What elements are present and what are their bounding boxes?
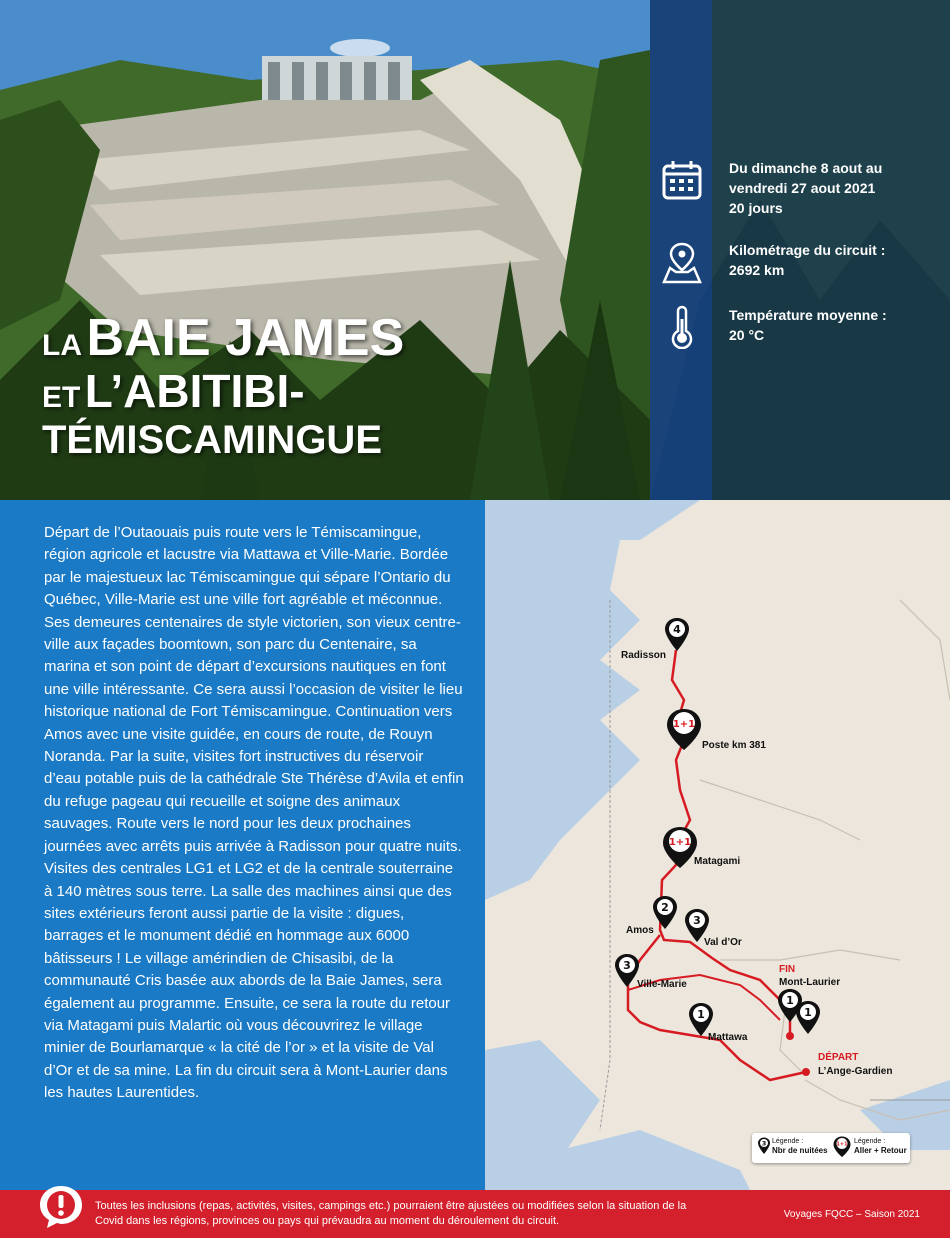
legend-title-2: Légende : (854, 1138, 886, 1145)
trip-info-panel (650, 0, 950, 500)
fin-label: FIN (779, 964, 796, 975)
radisson-marker-icon (664, 617, 690, 653)
legend-return-example: 1+1 (836, 1141, 848, 1148)
covid-notice: Toutes les inclusions (repas, activités, visites, campings etc.) pourraient être ajustées ou modifiées selon la situation de la Covid dans les régions, provinces ou pays qui prévaudra au moment du déroulement du circuit. (95, 1200, 687, 1227)
hero-photo (0, 0, 950, 500)
map-legend (752, 1133, 910, 1163)
title-line2-main: L’ABITIBI- (84, 365, 305, 417)
city-ville-marie: Ville-Marie (637, 979, 687, 990)
matagami-marker-icon (662, 826, 698, 870)
alert-bubble-icon (38, 1184, 84, 1230)
title-line1-prefix: LA (42, 329, 82, 362)
legend-nights-label: Nbr de nuitées (772, 1146, 828, 1155)
temperature-value: 20 °C (729, 327, 765, 343)
city-mont-laurier: Mont-Laurier (779, 977, 841, 988)
matagami-nights: 1+1 (668, 837, 692, 848)
dates-line1: Du dimanche 8 aout au (729, 160, 883, 176)
legend-return-label: Aller + Retour (854, 1146, 907, 1155)
title-line2-prefix: ET (42, 381, 81, 414)
city-val-dor: Val d’Or (704, 937, 742, 948)
dates-line2: vendredi 27 aout 2021 (729, 180, 876, 196)
title-line1-main: BAIE JAMES (86, 309, 405, 367)
page-title (42, 309, 405, 462)
ville-marie-nights: 3 (623, 959, 631, 972)
ange-gardien-marker-icon (795, 1000, 821, 1036)
legend-return (854, 1137, 907, 1156)
season-label: Voyages FQCC – Saison 2021 (783, 1209, 920, 1220)
map-pin-icon (660, 240, 704, 284)
ange-gardien-nights: 1 (804, 1006, 812, 1019)
city-poste-km-381: Poste km 381 (702, 740, 766, 751)
poste-nights: 1+1 (672, 719, 696, 730)
val-dor-nights: 3 (693, 914, 701, 927)
trip-description: Départ de l’Outaouais puis route vers le Témiscamingue, région agricole et lacustre via Mattawa et Ville-Marie. Bordée par le majestueux lac Témiscamingue qui sépare l’Ontario du Québec, Ville-Marie est une ville fort agréable et méconnue. Ses demeures centenaires de style victorien, son vieux centre-ville aux façades boomtown, son parc du Centenaire, sa marina et son point de départ d’excursions nautiques en font une ville intéressante. Ce sera aussi l’occasion de visiter le lieu historique national de Fort Témiscamingue. Continuation vers Amos avec une visite guidée, en cours de route, de Rouyn Noranda. Par la suite, visites fort instructives du réservoir d’eau potable puis de la cathédrale Ste Thérèse d’Avila et enfin du refuge pageau qui recueille et soigne des animaux sauvages. Route vers le nord pour les deux prochaines journées avec arrêts puis arrivée à Radisson pour quatre nuits. Visites des centrales LG1 et LG2 et de la centrale souterraine à 140 mètres sous terre. La salle des machines ainsi que des sites extérieurs feront aussi partie de la visite : digues, barrages et le monument dédié en hommage aux 6000 bâtisseurs ! Le village amérindien de Chisasibi, de la communauté Cris basée aux abords de la Baie James, sera également au programme. Ensuite, ce sera la route du retour via Matagami puis Malartic où vous découvrirez le village minier de Bourlamarque « la cité de l’or » et la visite de Val d’Or et de sa mine. La fin du circuit sera à Mont-Laurier dans les hautes Laurentides. (44, 524, 464, 1102)
city-mattawa: Mattawa (708, 1032, 748, 1043)
mattawa-nights: 1 (697, 1008, 705, 1021)
route-map (485, 500, 950, 1190)
legend-nights-example: 3 (761, 1139, 767, 1148)
mont-laurier-nights: 1 (786, 994, 794, 1007)
city-amos: Amos (626, 925, 654, 936)
amos-marker-icon (652, 895, 678, 931)
legend-nights (772, 1137, 828, 1156)
legend-title-1: Légende : (772, 1138, 804, 1145)
footer-banner (0, 1190, 950, 1238)
distance-label: Kilométrage du circuit : (729, 242, 886, 258)
city-radisson: Radisson (621, 650, 667, 661)
city-lange-gardien: L’Ange-Gardien (818, 1066, 893, 1077)
title-line3: TÉMISCAMINGUE (42, 418, 382, 462)
route-map-graphic (485, 500, 950, 1190)
dates-line3: 20 jours (729, 200, 783, 216)
poste-marker-icon (666, 708, 702, 752)
amos-nights: 2 (661, 901, 669, 914)
radisson-nights: 4 (673, 623, 681, 636)
calendar-icon (660, 158, 704, 202)
thermometer-icon (660, 305, 704, 349)
legend-nights-marker-icon (757, 1137, 771, 1155)
temperature-label: Température moyenne : (729, 307, 887, 323)
city-matagami: Matagami (694, 856, 741, 867)
distance-value: 2692 km (729, 262, 785, 278)
legend-return-marker-icon (832, 1136, 852, 1158)
depart-label: DÉPART (818, 1052, 859, 1063)
